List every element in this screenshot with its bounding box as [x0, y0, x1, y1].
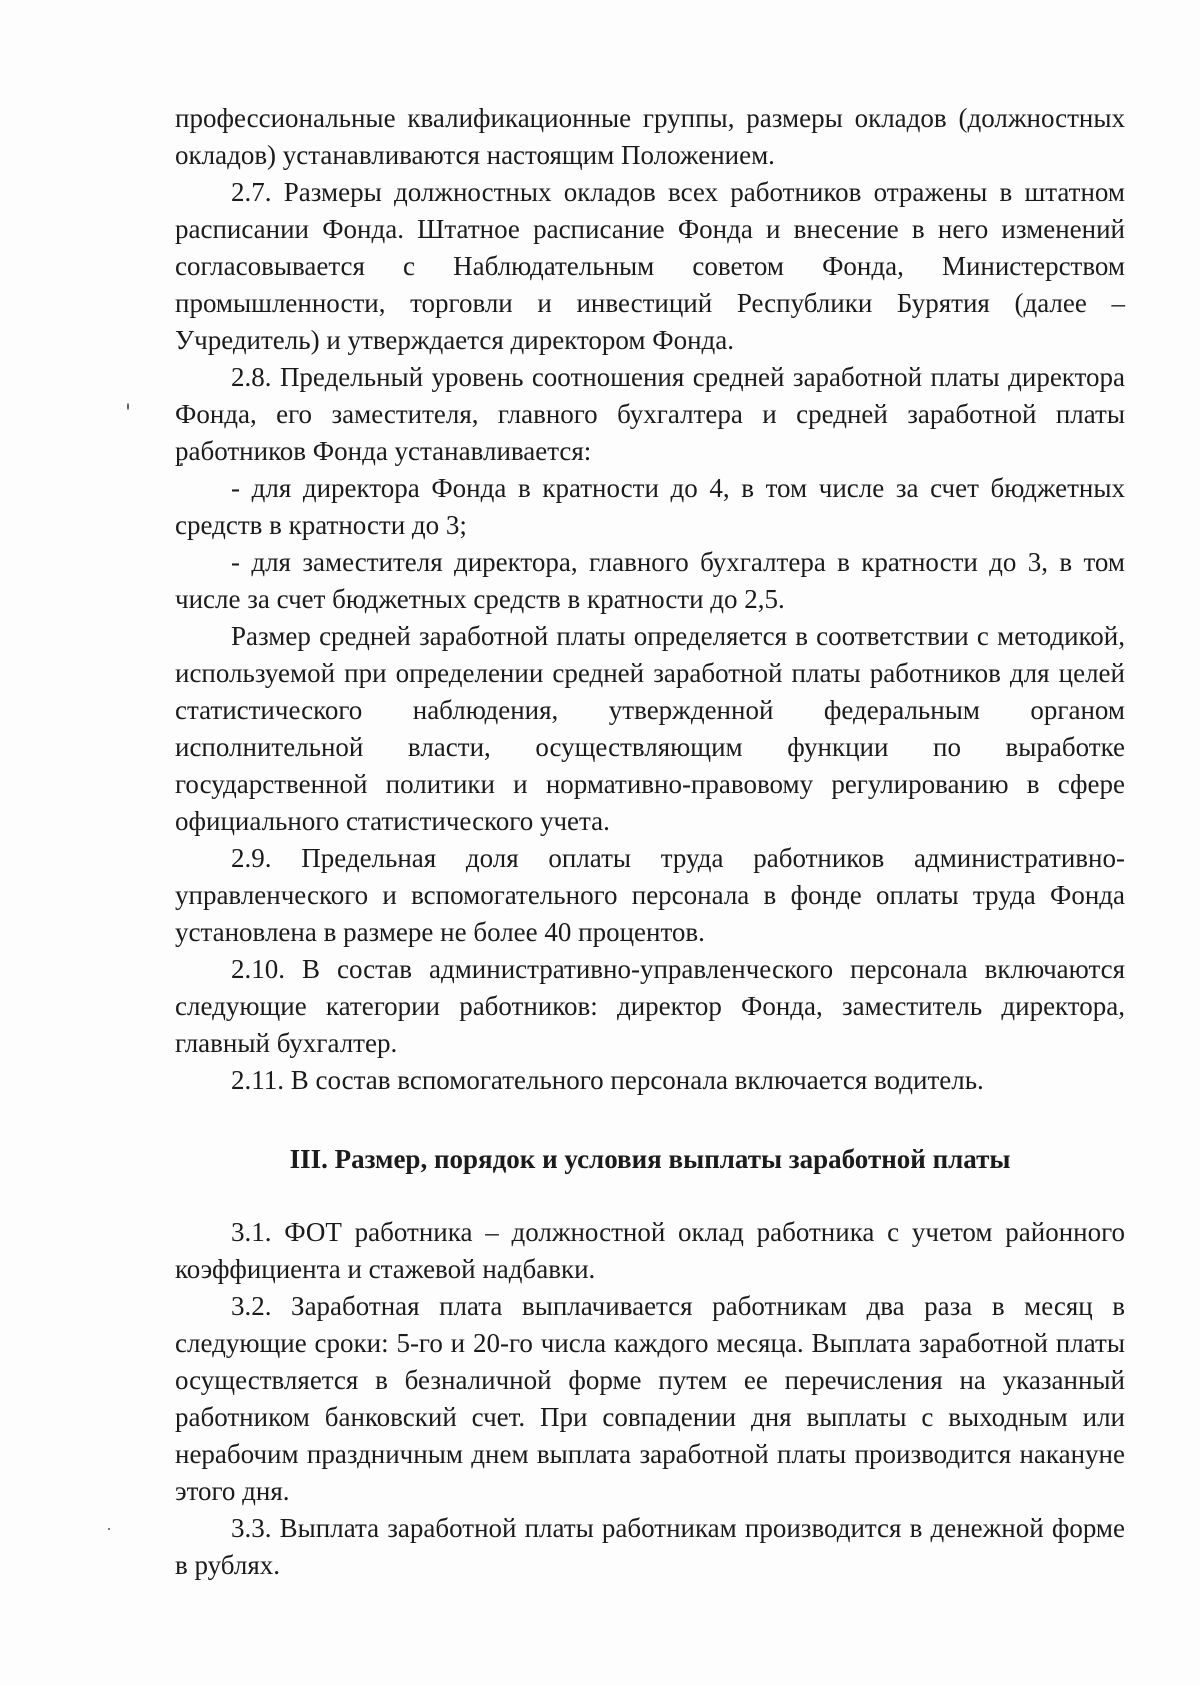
clause-3-2: 3.2. Заработная плата выплачивается работникам два раза в месяц в следующие сроки: 5-го и 20-го числа каждого месяца. Выплата заработной платы осуществляется в безналичной форме путем ее перечисления на указанный работником банковский счет. При совпадении дня выплаты с выходным или нерабочим праздничным днем выплата заработной платы производится накануне этого дня. [175, 1291, 1125, 1506]
scan-speck [108, 1528, 110, 1530]
clause-2-8-item-director: - для директора Фонда в кратности до 4, в том числе за счет бюджетных средств в кратности до 3; [175, 473, 1125, 540]
clause-2-8: 2.8. Предельный уровень соотношения средней заработной платы директора Фонда, его заместителя, главного бухгалтера и средней заработной платы работников Фонда устанавливается: [175, 362, 1125, 466]
clause-2-11: 2.11. В состав вспомогательного персонала включается водитель. [231, 1065, 984, 1095]
clause-3-1: 3.1. ФОТ работника – должностной оклад работника с учетом районного коэффициента и стажевой надбавки. [175, 1217, 1125, 1284]
intro-paragraph: профессиональные квалификационные группы, размеры окладов (должностных окладов) устанавливаются настоящим Положением. [175, 103, 1125, 170]
section-3-heading: III. Размер, порядок и условия выплаты заработной платы [289, 1144, 1011, 1174]
document-body [175, 100, 1125, 1584]
clause-2-9: 2.9. Предельная доля оплаты труда работников административно-управленческого и вспомогательного персонала в фонде оплаты труда Фонда установлена в размере не более 40 процентов. [175, 843, 1125, 947]
clause-2-8-methodology: Размер средней заработной платы определяется в соответствии с методикой, используемой при определении средней заработной платы работников для целей статистического наблюдения, утвержденной федеральным органом исполнительной власти, осуществляющим функции по выработке государственной политики и нормативно-правовому регулированию в сфере официального статистического учета. [175, 621, 1125, 836]
clause-2-7: 2.7. Размеры должностных окладов всех работников отражены в штатном расписании Фонда. Штатное расписание Фонда и внесение в него изменений согласовывается с Наблюдательным советом Фонда, Министерством промышленности, торговли и инвестиций Республики Бурятия (далее – Учредитель) и утверждается директором Фонда. [175, 177, 1125, 355]
clause-2-10: 2.10. В состав административно-управленческого персонала включаются следующие категории работников: директор Фонда, заместитель директора, главный бухгалтер. [175, 954, 1125, 1058]
scan-speck [127, 403, 129, 410]
clause-2-8-item-deputy: - для заместителя директора, главного бухгалтера в кратности до 3, в том числе за счет бюджетных средств в кратности до 2,5. [175, 547, 1125, 614]
clause-3-3: 3.3. Выплата заработной платы работникам производится в денежной форме в рублях. [175, 1513, 1125, 1580]
